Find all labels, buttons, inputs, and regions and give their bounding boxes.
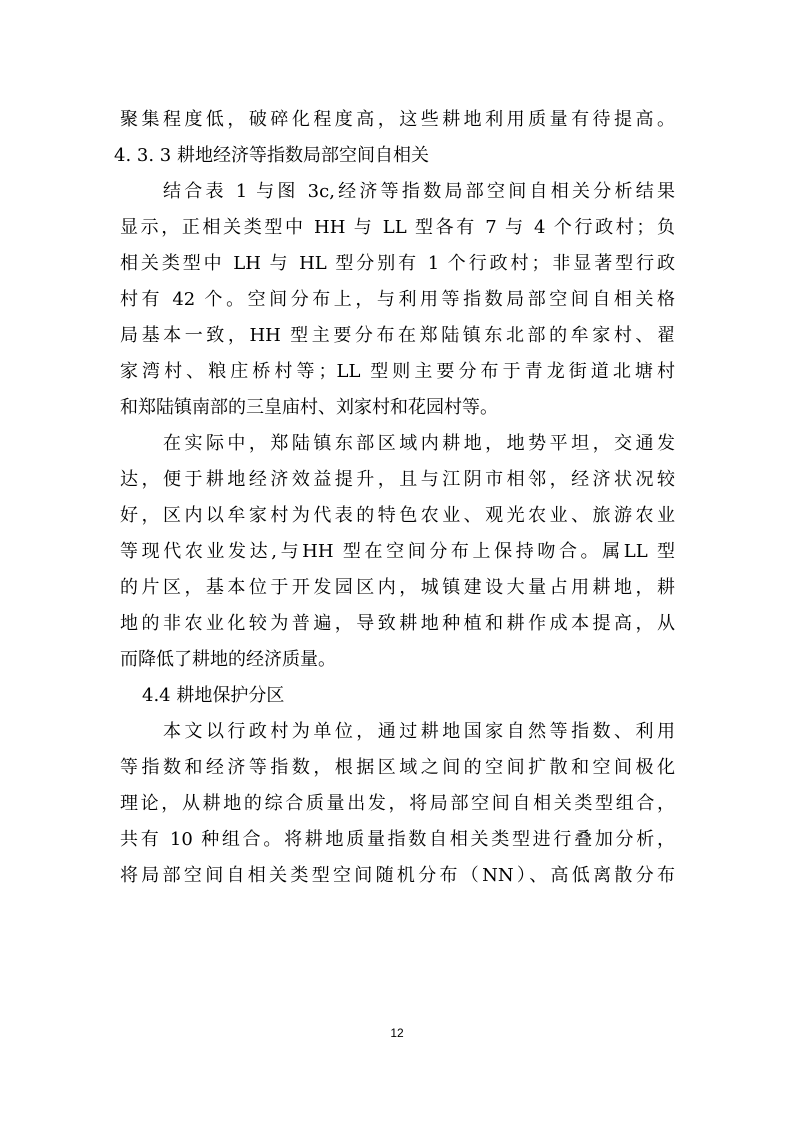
section-heading-4-4: 4.4 耕地保护分区 xyxy=(142,685,285,706)
text-line: 好，区内以牟家村为代表的特色农业、观光农业、旅游农业 xyxy=(120,505,675,526)
text-line: 等指数和经济等指数，根据区域之间的空间扩散和空间极化 xyxy=(120,757,675,778)
text-line: 结合表 1 与图 3c,经济等指数局部空间自相关分析结果 xyxy=(163,181,675,202)
text-line: 本文以行政村为单位，通过耕地国家自然等指数、利用 xyxy=(163,721,675,742)
text-line: 村有 42 个。空间分布上，与利用等指数局部空间自相关格 xyxy=(120,289,675,310)
text-line: 的片区，基本位于开发园区内，城镇建设大量占用耕地，耕 xyxy=(120,577,675,598)
document-body xyxy=(114,102,675,894)
text-line: 相关类型中 LH 与 HL 型分别有 1 个行政村；非显著型行政 xyxy=(120,253,675,274)
text-line: 等现代农业发达,与HH 型在空间分布上保持吻合。属LL 型 xyxy=(120,541,675,562)
text-line: 聚集程度低，破碎化程度高，这些耕地利用质量有待提高。 xyxy=(120,109,675,130)
text-line: 局基本一致，HH 型主要分布在郑陆镇东北部的牟家村、翟 xyxy=(120,325,675,346)
text-line: 和郑陆镇南部的三皇庙村、刘家村和花园村等。 xyxy=(120,397,498,418)
text-line: 在实际中，郑陆镇东部区域内耕地，地势平坦，交通发 xyxy=(163,433,675,454)
text-line: 而降低了耕地的经济质量。 xyxy=(120,649,336,670)
text-line: 理论，从耕地的综合质量出发，将局部空间自相关类型组合， xyxy=(120,793,675,814)
text-line: 达，便于耕地经济效益提升，且与江阴市相邻，经济状况较 xyxy=(120,469,675,490)
section-heading-4-3-3: 4. 3. 3 耕地经济等指数局部空间自相关 xyxy=(114,145,429,166)
text-line: 家湾村、粮庄桥村等；LL 型则主要分布于青龙街道北塘村 xyxy=(120,361,675,382)
text-line: 将局部空间自相关类型空间随机分布（NN）、高低离散分布 xyxy=(120,865,675,886)
text-line: 共有 10 种组合。将耕地质量指数自相关类型进行叠加分析， xyxy=(120,829,675,850)
text-line: 地的非农业化较为普遍，导致耕地种植和耕作成本提高，从 xyxy=(120,613,675,634)
page-number: 12 xyxy=(390,1026,404,1040)
text-line: 显示，正相关类型中 HH 与 LL 型各有 7 与 4 个行政村；负 xyxy=(120,217,675,238)
